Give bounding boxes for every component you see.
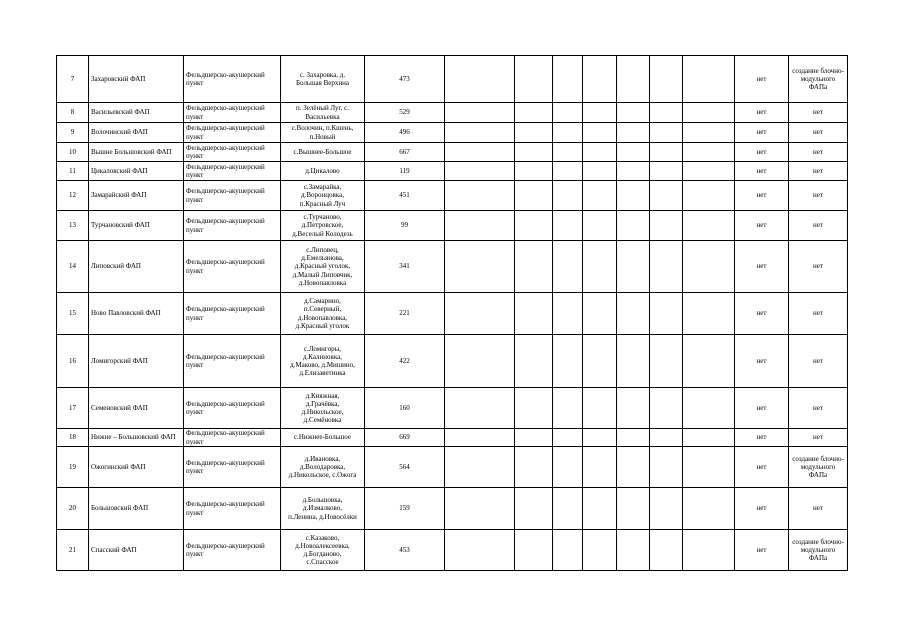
table-row [57, 143, 848, 162]
population-cell: 669 [365, 429, 445, 447]
empty-cell [445, 335, 515, 388]
plan-cell: нет [789, 488, 848, 530]
empty-cell [650, 429, 683, 447]
population-cell: 564 [365, 447, 445, 488]
settlement-line: д.Большовка, [302, 496, 343, 505]
empty-cell [650, 103, 683, 123]
empty-cell [553, 530, 583, 571]
row-number-cell: 12 [57, 181, 89, 211]
empty-cell [445, 56, 515, 103]
empty-cell [445, 162, 515, 181]
fap-name-cell: Большовский ФАП [89, 488, 184, 530]
fap-register-table [56, 55, 848, 571]
settlement-line: п. Зелёный Луг, с. [296, 104, 349, 113]
empty-cell [617, 388, 650, 429]
empty-cell [553, 241, 583, 293]
table-row [57, 388, 848, 429]
empty-cell [683, 56, 735, 103]
row-number-cell: 11 [57, 162, 89, 181]
fap-name-cell: Васильевский ФАП [89, 103, 184, 123]
empty-cell [583, 162, 617, 181]
empty-cell [683, 293, 735, 335]
empty-cell [683, 530, 735, 571]
settlement-line: д.Цикалово [305, 166, 340, 175]
facility-type-cell: Фельдшерско-акушерский пункт [184, 103, 281, 123]
empty-cell [617, 123, 650, 143]
plan-cell: создание блочно-модульного ФАПа [789, 447, 848, 488]
empty-cell [553, 103, 583, 123]
empty-cell [515, 123, 553, 143]
empty-cell [650, 447, 683, 488]
empty-cell [445, 241, 515, 293]
population-cell: 99 [365, 211, 445, 241]
row-number-cell: 19 [57, 447, 89, 488]
empty-cell [515, 103, 553, 123]
empty-cell [617, 530, 650, 571]
settlement-line: с.Липовец, [306, 245, 339, 254]
empty-cell [683, 447, 735, 488]
fap-name-cell: Ново Павловский ФАП [89, 293, 184, 335]
settlement-line: с.Спасское [306, 558, 339, 567]
empty-cell [650, 335, 683, 388]
empty-cell [553, 143, 583, 162]
settlements-cell [281, 388, 365, 429]
feasibility-cell: нет [735, 162, 789, 181]
population-cell: 473 [365, 56, 445, 103]
population-cell: 159 [365, 488, 445, 530]
settlement-line: п.Красный Луч [299, 199, 346, 208]
empty-cell [553, 181, 583, 211]
fap-name-cell: Ломигорский ФАП [89, 335, 184, 388]
empty-cell [683, 335, 735, 388]
facility-type-cell: Фельдшерско-акушерский пункт [184, 211, 281, 241]
empty-cell [515, 56, 553, 103]
fap-name-cell: Липовский ФАП [89, 241, 184, 293]
settlements-cell [281, 143, 365, 162]
empty-cell [553, 447, 583, 488]
empty-cell [445, 181, 515, 211]
fap-name-cell: Захаровский ФАП [89, 56, 184, 103]
facility-type-cell: Фельдшерско-акушерский пункт [184, 488, 281, 530]
empty-cell [617, 447, 650, 488]
table-row [57, 429, 848, 447]
settlements-cell [281, 56, 365, 103]
facility-type-cell: Фельдшерско-акушерский пункт [184, 56, 281, 103]
empty-cell [445, 211, 515, 241]
population-cell: 496 [365, 123, 445, 143]
empty-cell [650, 181, 683, 211]
facility-type-cell: Фельдшерско-акушерский пункт [184, 335, 281, 388]
settlements-cell [281, 488, 365, 530]
facility-type-cell: Фельдшерско-акушерский пункт [184, 181, 281, 211]
feasibility-cell: нет [735, 181, 789, 211]
settlement-line: д.Воронцовка, [301, 191, 344, 200]
empty-cell [553, 123, 583, 143]
empty-cell [515, 335, 553, 388]
row-number-cell: 21 [57, 530, 89, 571]
settlement-line: Большая Верхина [296, 79, 349, 87]
empty-cell [617, 211, 650, 241]
table-row [57, 447, 848, 488]
settlement-line: п.Новый [309, 132, 336, 141]
table-row [57, 241, 848, 293]
empty-cell [583, 429, 617, 447]
table-row [57, 162, 848, 181]
fap-name-cell: Ожогинский ФАП [89, 447, 184, 488]
settlement-line: д.Семёновка [303, 416, 342, 425]
feasibility-cell: нет [735, 530, 789, 571]
table-row [57, 335, 848, 388]
empty-cell [683, 241, 735, 293]
empty-cell [650, 211, 683, 241]
empty-cell [445, 293, 515, 335]
settlement-line: с.Волочин, п.Кшень, [291, 124, 354, 133]
empty-cell [445, 429, 515, 447]
settlement-line: п.Ленина, д.Новосёлки [288, 512, 357, 521]
plan-cell: нет [789, 241, 848, 293]
table-row [57, 123, 848, 143]
population-cell: 451 [365, 181, 445, 211]
empty-cell [515, 162, 553, 181]
settlement-line: д.Никольское, с.Ожога [288, 471, 357, 480]
settlement-line: д.Грачёвка, [305, 399, 340, 408]
settlement-line: д.Красный уголок, [294, 262, 351, 271]
empty-cell [650, 388, 683, 429]
settlement-line: Васильевка [305, 112, 340, 121]
feasibility-cell: нет [735, 388, 789, 429]
empty-cell [617, 241, 650, 293]
settlement-line: д.Маково, д.Мишино, [290, 361, 355, 369]
row-number-cell: 15 [57, 293, 89, 335]
empty-cell [650, 143, 683, 162]
empty-cell [650, 162, 683, 181]
plan-cell: нет [789, 181, 848, 211]
settlements-cell [281, 162, 365, 181]
settlement-line: д.Новоалексеевка, [295, 541, 350, 550]
empty-cell [650, 488, 683, 530]
table-body [57, 56, 848, 571]
settlement-line: д.Измалково, [302, 504, 343, 513]
population-cell: 422 [365, 335, 445, 388]
empty-cell [650, 293, 683, 335]
feasibility-cell: нет [735, 241, 789, 293]
empty-cell [553, 211, 583, 241]
fap-name-cell: Вышне Большовский ФАП [89, 143, 184, 162]
empty-cell [617, 56, 650, 103]
fap-name-cell: Турчановский ФАП [89, 211, 184, 241]
population-cell: 119 [365, 162, 445, 181]
table-row [57, 293, 848, 335]
empty-cell [617, 488, 650, 530]
empty-cell [553, 429, 583, 447]
table-row [57, 211, 848, 241]
empty-cell [583, 181, 617, 211]
empty-cell [553, 162, 583, 181]
empty-cell [683, 388, 735, 429]
facility-type-cell: Фельдшерско-акушерский пункт [184, 143, 281, 162]
population-cell: 221 [365, 293, 445, 335]
feasibility-cell: нет [735, 335, 789, 388]
empty-cell [515, 488, 553, 530]
population-cell: 160 [365, 388, 445, 429]
row-number-cell: 14 [57, 241, 89, 293]
population-cell: 667 [365, 143, 445, 162]
empty-cell [445, 530, 515, 571]
settlement-line: д.Богданово, [303, 550, 342, 558]
empty-cell [650, 56, 683, 103]
empty-cell [583, 143, 617, 162]
facility-type-cell: Фельдшерско-акушерский пункт [184, 293, 281, 335]
facility-type-cell: Фельдшерско-акушерский пункт [184, 241, 281, 293]
empty-cell [617, 162, 650, 181]
settlement-line: д.Елизаветинка [299, 369, 346, 378]
empty-cell [515, 241, 553, 293]
row-number-cell: 13 [57, 211, 89, 241]
settlement-line: д.Петровское, [301, 221, 344, 230]
empty-cell [553, 388, 583, 429]
empty-cell [617, 335, 650, 388]
empty-cell [583, 447, 617, 488]
empty-cell [553, 293, 583, 335]
row-number-cell: 7 [57, 56, 89, 103]
fap-name-cell: Волочинский ФАП [89, 123, 184, 143]
fap-name-cell: Замарайский ФАП [89, 181, 184, 211]
feasibility-cell: нет [735, 143, 789, 162]
settlement-line: д.Самарино, [304, 297, 341, 306]
population-cell: 529 [365, 103, 445, 123]
fap-name-cell: Цикаловский ФАП [89, 162, 184, 181]
empty-cell [445, 103, 515, 123]
settlements-cell [281, 530, 365, 571]
settlements-cell [281, 123, 365, 143]
feasibility-cell: нет [735, 56, 789, 103]
settlements-cell [281, 429, 365, 447]
fap-name-cell: Спасский ФАП [89, 530, 184, 571]
feasibility-cell: нет [735, 447, 789, 488]
empty-cell [515, 293, 553, 335]
settlements-cell [281, 181, 365, 211]
facility-type-cell: Фельдшерско-акушерский пункт [184, 530, 281, 571]
settlement-line: д.Веселый Колодезь [292, 229, 353, 238]
empty-cell [650, 123, 683, 143]
empty-cell [683, 162, 735, 181]
empty-cell [445, 143, 515, 162]
facility-type-cell: Фельдшерско-акушерский пункт [184, 162, 281, 181]
empty-cell [515, 429, 553, 447]
settlement-line: д.Новопавловка [298, 278, 347, 287]
row-number-cell: 18 [57, 429, 89, 447]
settlement-line: п.Северный, [303, 305, 342, 314]
facility-type-cell: Фельдшерско-акушерский пункт [184, 447, 281, 488]
settlement-line: д.Калиновка, [303, 352, 342, 361]
row-number-cell: 9 [57, 123, 89, 143]
empty-cell [583, 488, 617, 530]
empty-cell [553, 56, 583, 103]
empty-cell [515, 181, 553, 211]
settlement-line: с.Нижнее-Большое [294, 433, 351, 442]
empty-cell [617, 143, 650, 162]
empty-cell [583, 335, 617, 388]
plan-cell: нет [789, 293, 848, 335]
empty-cell [583, 211, 617, 241]
plan-cell: нет [789, 143, 848, 162]
empty-cell [515, 211, 553, 241]
plan-cell: нет [789, 123, 848, 143]
plan-cell: создание блочно-модульного ФАПа [789, 530, 848, 571]
empty-cell [515, 143, 553, 162]
table-row [57, 181, 848, 211]
empty-cell [515, 530, 553, 571]
empty-cell [583, 530, 617, 571]
settlements-cell [281, 335, 365, 388]
settlements-cell [281, 211, 365, 241]
settlement-line: д.Новопавловка, [297, 313, 348, 322]
row-number-cell: 10 [57, 143, 89, 162]
empty-cell [683, 143, 735, 162]
row-number-cell: 20 [57, 488, 89, 530]
settlement-line: с.Ломигоры, [303, 344, 342, 353]
settlement-line: д.Княжная, [305, 391, 340, 400]
fap-name-cell: Семеновский ФАП [89, 388, 184, 429]
plan-cell: нет [789, 162, 848, 181]
population-cell: 453 [365, 530, 445, 571]
feasibility-cell: нет [735, 103, 789, 123]
settlement-line: д.Емельянова, [301, 254, 344, 263]
empty-cell [583, 56, 617, 103]
settlement-line: с.Турчаново, [303, 213, 342, 222]
empty-cell [683, 429, 735, 447]
table-row [57, 103, 848, 123]
settlement-line: д.Володаровка, [299, 462, 346, 471]
settlement-line: д.Красный уголок [295, 321, 350, 330]
feasibility-cell: нет [735, 488, 789, 530]
settlement-line: с.Замарайка, [303, 183, 342, 192]
empty-cell [445, 447, 515, 488]
population-cell: 341 [365, 241, 445, 293]
facility-type-cell: Фельдшерско-акушерский пункт [184, 429, 281, 447]
empty-cell [583, 293, 617, 335]
plan-cell: нет [789, 335, 848, 388]
row-number-cell: 8 [57, 103, 89, 123]
empty-cell [445, 488, 515, 530]
empty-cell [583, 241, 617, 293]
empty-cell [650, 530, 683, 571]
empty-cell [553, 488, 583, 530]
empty-cell [515, 388, 553, 429]
settlement-line: с. Захаровка, д. [299, 70, 346, 79]
plan-cell: нет [789, 103, 848, 123]
empty-cell [650, 241, 683, 293]
table-row [57, 488, 848, 530]
settlement-line: с.Казаково, [305, 533, 340, 542]
plan-cell: создание блочно-модульного ФАПа [789, 56, 848, 103]
empty-cell [683, 181, 735, 211]
feasibility-cell: нет [735, 429, 789, 447]
table-row [57, 56, 848, 103]
settlements-cell [281, 103, 365, 123]
settlement-line: с.Вышнее-Большое [293, 147, 352, 156]
empty-cell [683, 488, 735, 530]
settlements-cell [281, 447, 365, 488]
empty-cell [583, 123, 617, 143]
fap-name-cell: Нижне – Большовский ФАП [89, 429, 184, 447]
empty-cell [617, 103, 650, 123]
empty-cell [683, 103, 735, 123]
empty-cell [617, 429, 650, 447]
empty-cell [583, 103, 617, 123]
row-number-cell: 17 [57, 388, 89, 429]
empty-cell [683, 123, 735, 143]
plan-cell: нет [789, 211, 848, 241]
plan-cell: нет [789, 388, 848, 429]
empty-cell [515, 447, 553, 488]
facility-type-cell: Фельдшерско-акушерский пункт [184, 123, 281, 143]
empty-cell [683, 211, 735, 241]
empty-cell [445, 123, 515, 143]
empty-cell [445, 388, 515, 429]
settlements-cell [281, 241, 365, 293]
settlements-cell [281, 293, 365, 335]
feasibility-cell: нет [735, 293, 789, 335]
settlement-line: д.Никольское, [301, 408, 344, 416]
settlement-line: д.Ивановка, [304, 454, 341, 463]
row-number-cell: 16 [57, 335, 89, 388]
facility-type-cell: Фельдшерско-акушерский пункт [184, 388, 281, 429]
empty-cell [617, 181, 650, 211]
empty-cell [553, 335, 583, 388]
empty-cell [617, 293, 650, 335]
plan-cell: нет [789, 429, 848, 447]
table-row [57, 530, 848, 571]
feasibility-cell: нет [735, 211, 789, 241]
settlement-line: д.Малый Липовчик, [292, 270, 353, 279]
empty-cell [583, 388, 617, 429]
feasibility-cell: нет [735, 123, 789, 143]
